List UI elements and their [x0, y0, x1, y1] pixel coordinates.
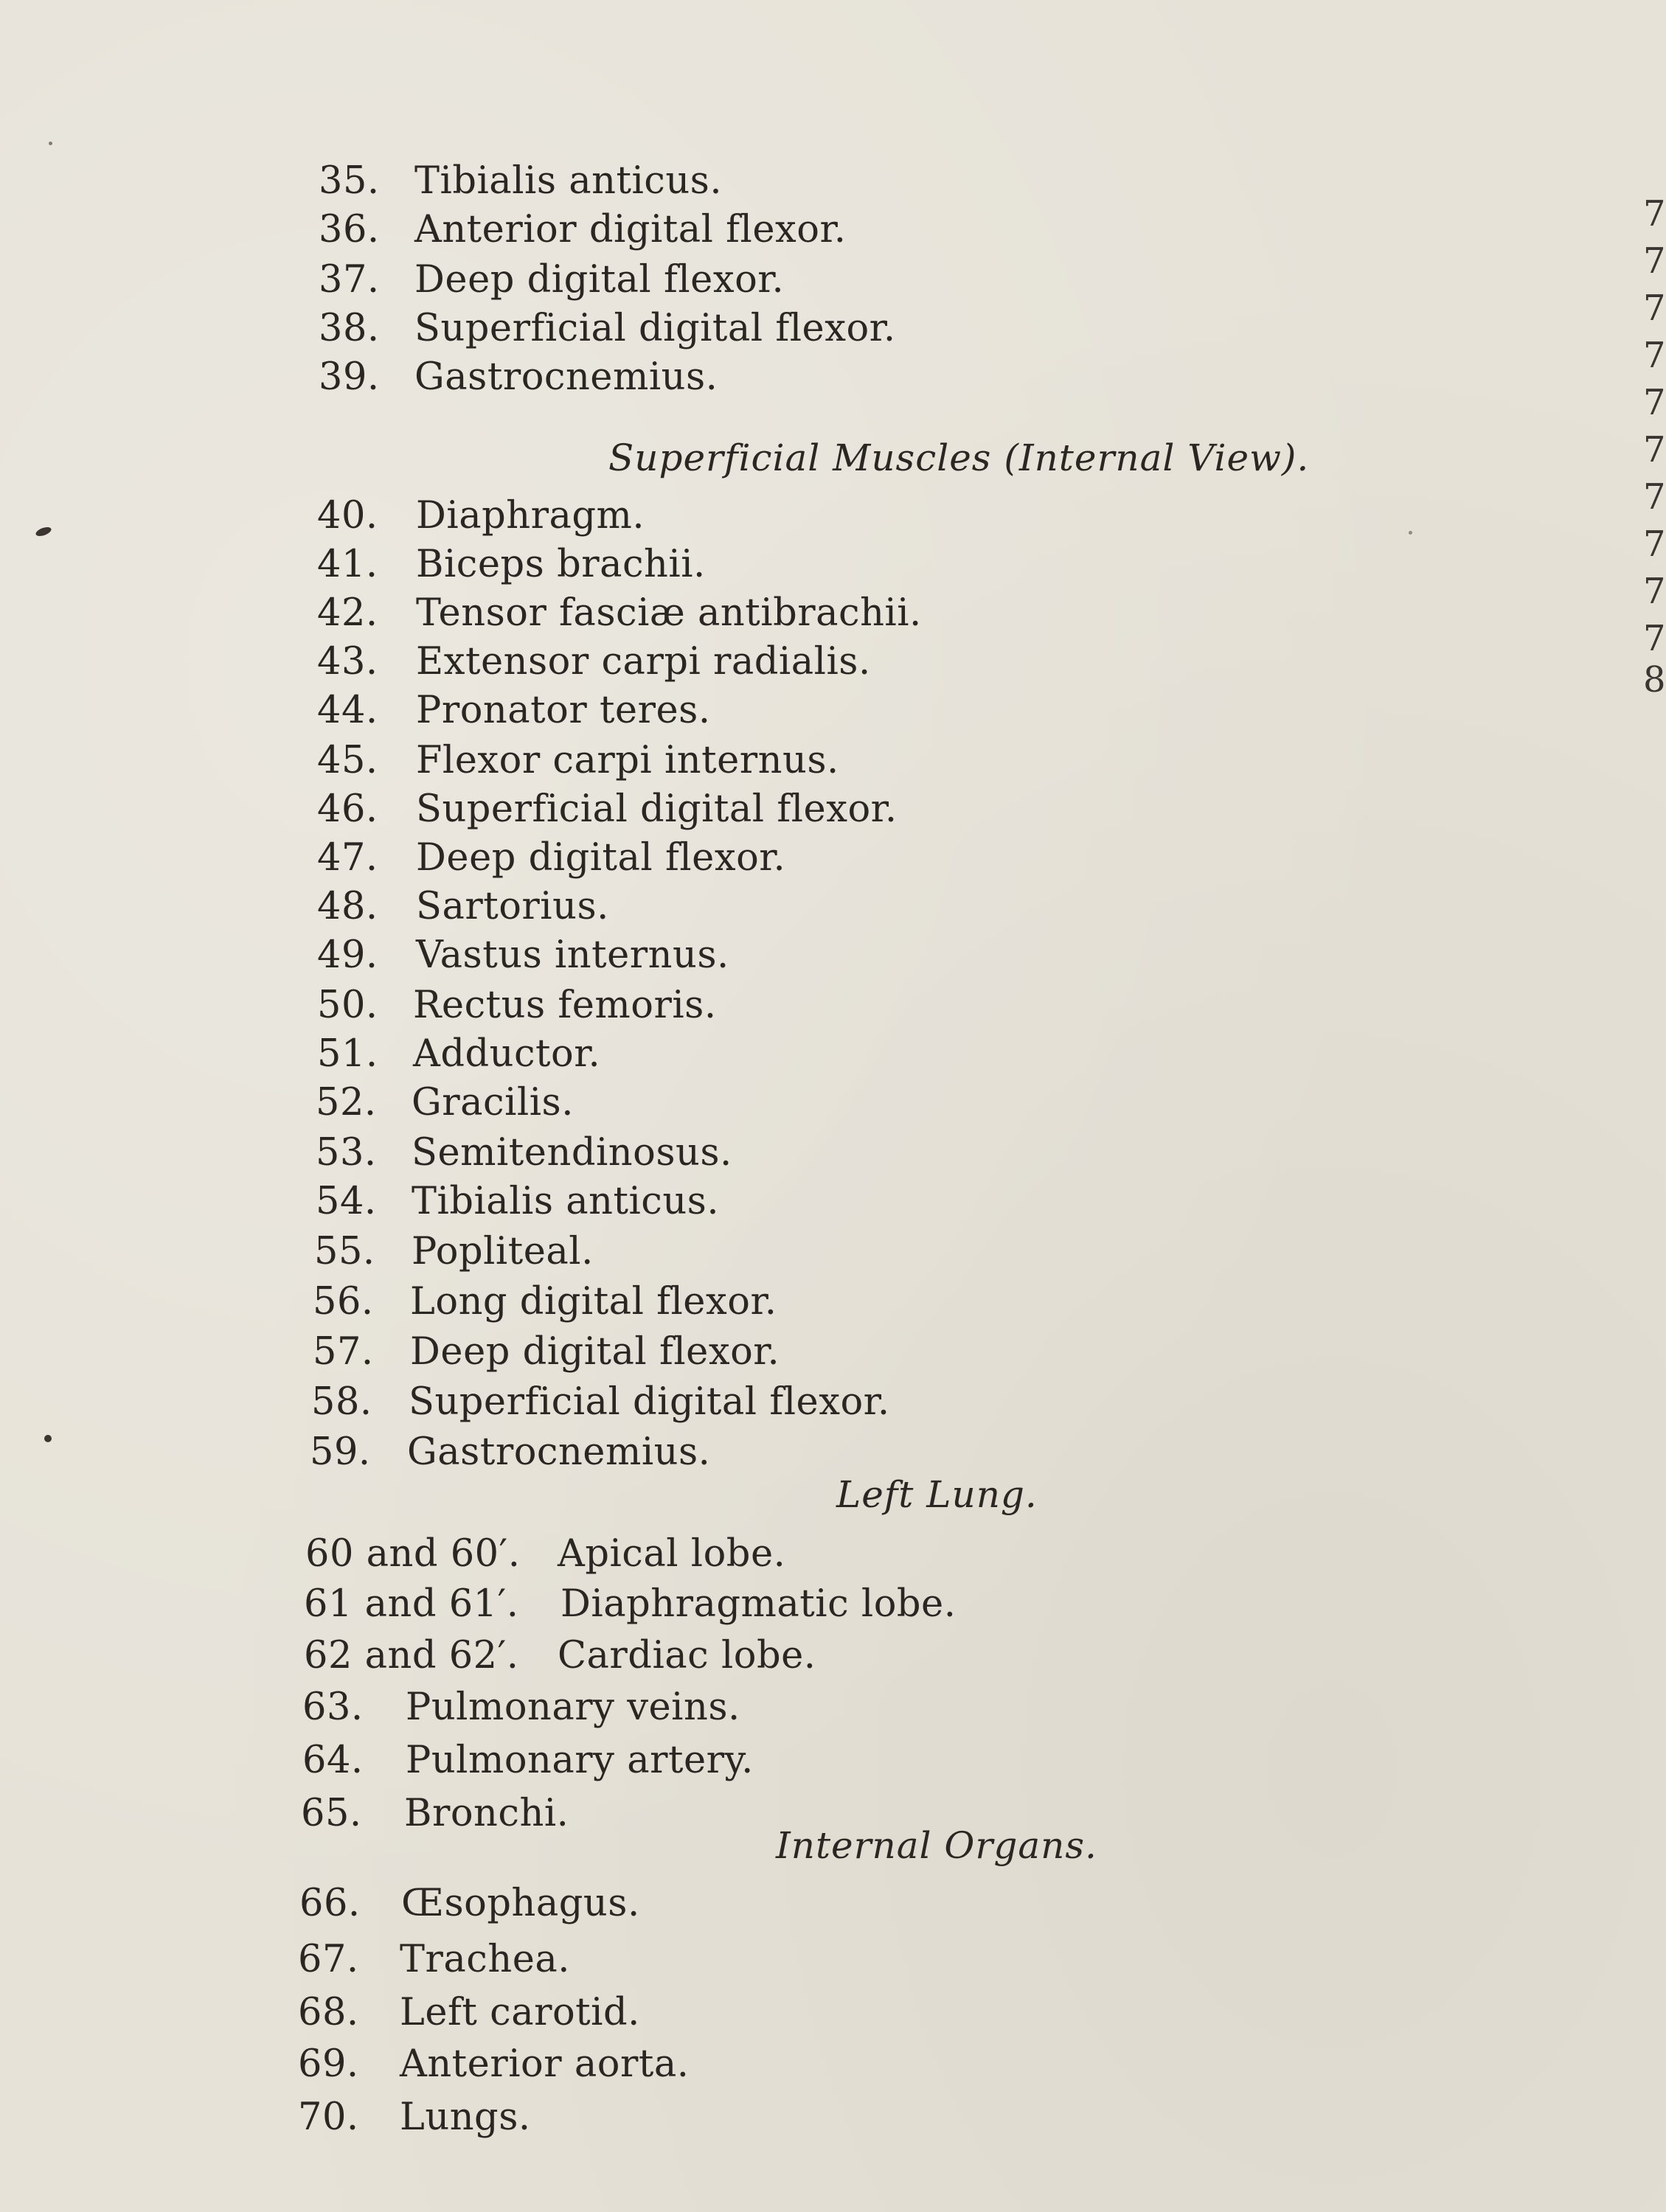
item-label: Deep digital flexor.	[414, 258, 785, 302]
item-label: Vastus internus.	[416, 933, 729, 977]
item-label: Sartorius.	[416, 885, 609, 928]
edge-page-number: 8	[1643, 659, 1666, 700]
edge-page-number: 7	[1643, 335, 1666, 376]
item-number: 41.	[317, 543, 378, 586]
item-number: 70.	[298, 2096, 359, 2139]
item-number: 49.	[317, 933, 378, 977]
item-label: Gracilis.	[412, 1081, 574, 1124]
item-label: Diaphragm.	[416, 494, 645, 538]
paper-speck	[44, 1435, 52, 1442]
item-label: Anterior digital flexor.	[414, 208, 847, 251]
edge-page-number: 7	[1643, 618, 1666, 659]
item-label: Semitendinosus.	[412, 1131, 732, 1175]
paper-speck	[1409, 531, 1412, 535]
item-number: 62 and 62′.	[304, 1634, 519, 1677]
section-heading: Internal Organs.	[776, 1824, 1097, 1867]
item-label: Tensor fasciæ antibrachii.	[416, 591, 922, 635]
item-number: 68.	[298, 1991, 359, 2034]
item-number: 51.	[317, 1032, 378, 1076]
item-label: Diaphragmatic lobe.	[560, 1582, 957, 1626]
item-number: 67.	[298, 1938, 359, 1981]
item-label: Œsophagus.	[401, 1882, 640, 1925]
item-number: 47.	[317, 836, 378, 880]
item-number: 44.	[317, 689, 378, 732]
paper-speck	[35, 526, 52, 538]
edge-page-number: 7	[1643, 288, 1666, 329]
item-label: Flexor carpi internus.	[416, 739, 839, 782]
edge-page-number: 7	[1643, 240, 1666, 282]
item-label: Long digital flexor.	[410, 1280, 777, 1324]
edge-page-number: 7	[1643, 193, 1666, 234]
item-number: 65.	[301, 1792, 362, 1835]
item-label: Popliteal.	[412, 1230, 594, 1273]
item-number: 42.	[317, 591, 378, 635]
edge-page-number: 7	[1643, 429, 1666, 470]
item-label: Pulmonary artery.	[406, 1739, 754, 1782]
edge-page-number: 7	[1643, 382, 1666, 423]
item-label: Bronchi.	[404, 1792, 569, 1835]
item-label: Left carotid.	[400, 1991, 640, 2034]
section-heading: Superficial Muscles (Internal View).	[608, 437, 1310, 479]
item-label: Superficial digital flexor.	[416, 787, 898, 831]
item-label: Gastrocnemius.	[407, 1430, 711, 1474]
item-number: 66.	[299, 1882, 361, 1925]
item-label: Rectus femoris.	[413, 984, 717, 1027]
item-number: 69.	[298, 2042, 359, 2086]
item-number: 61 and 61′.	[304, 1582, 519, 1626]
item-number: 59.	[310, 1430, 371, 1474]
item-label: Cardiac lobe.	[558, 1634, 816, 1677]
item-label: Trachea.	[400, 1938, 571, 1981]
item-number: 48.	[317, 885, 378, 928]
item-number: 36.	[319, 208, 380, 251]
edge-page-number: 7	[1643, 571, 1666, 612]
edge-page-number: 7	[1643, 476, 1666, 518]
item-number: 39.	[319, 355, 380, 399]
item-number: 37.	[319, 258, 380, 302]
item-label: Lungs.	[400, 2096, 531, 2139]
item-number: 35.	[319, 159, 380, 203]
item-label: Superficial digital flexor.	[414, 307, 896, 350]
paper-speck	[49, 142, 52, 145]
item-label: Tibialis anticus.	[414, 159, 723, 203]
item-label: Extensor carpi radialis.	[416, 640, 871, 684]
item-number: 55.	[314, 1230, 375, 1273]
item-number: 63.	[302, 1686, 364, 1729]
item-label: Biceps brachii.	[416, 543, 706, 586]
item-number: 43.	[317, 640, 378, 684]
item-number: 45.	[317, 739, 378, 782]
item-label: Deep digital flexor.	[416, 836, 786, 880]
item-label: Adductor.	[413, 1032, 601, 1076]
item-number: 53.	[316, 1131, 377, 1175]
item-number: 58.	[311, 1380, 372, 1424]
item-number: 54.	[316, 1180, 377, 1223]
section-heading: Left Lung.	[836, 1473, 1038, 1516]
item-label: Gastrocnemius.	[414, 355, 718, 399]
item-number: 52.	[316, 1081, 377, 1124]
item-label: Pronator teres.	[416, 689, 711, 732]
item-label: Anterior aorta.	[400, 2042, 690, 2086]
item-number: 46.	[317, 787, 378, 831]
item-number: 50.	[317, 984, 378, 1027]
item-label: Tibialis anticus.	[412, 1180, 720, 1223]
item-number: 40.	[317, 494, 378, 538]
item-number: 56.	[313, 1280, 374, 1324]
edge-page-number: 7	[1643, 524, 1666, 565]
item-number: 60 and 60′.	[305, 1532, 521, 1576]
item-label: Pulmonary veins.	[406, 1686, 740, 1729]
item-number: 38.	[319, 307, 380, 350]
item-label: Superficial digital flexor.	[409, 1380, 890, 1424]
item-label: Apical lobe.	[558, 1532, 786, 1576]
item-number: 57.	[313, 1330, 374, 1374]
item-number: 64.	[302, 1739, 364, 1782]
item-label: Deep digital flexor.	[410, 1330, 780, 1374]
